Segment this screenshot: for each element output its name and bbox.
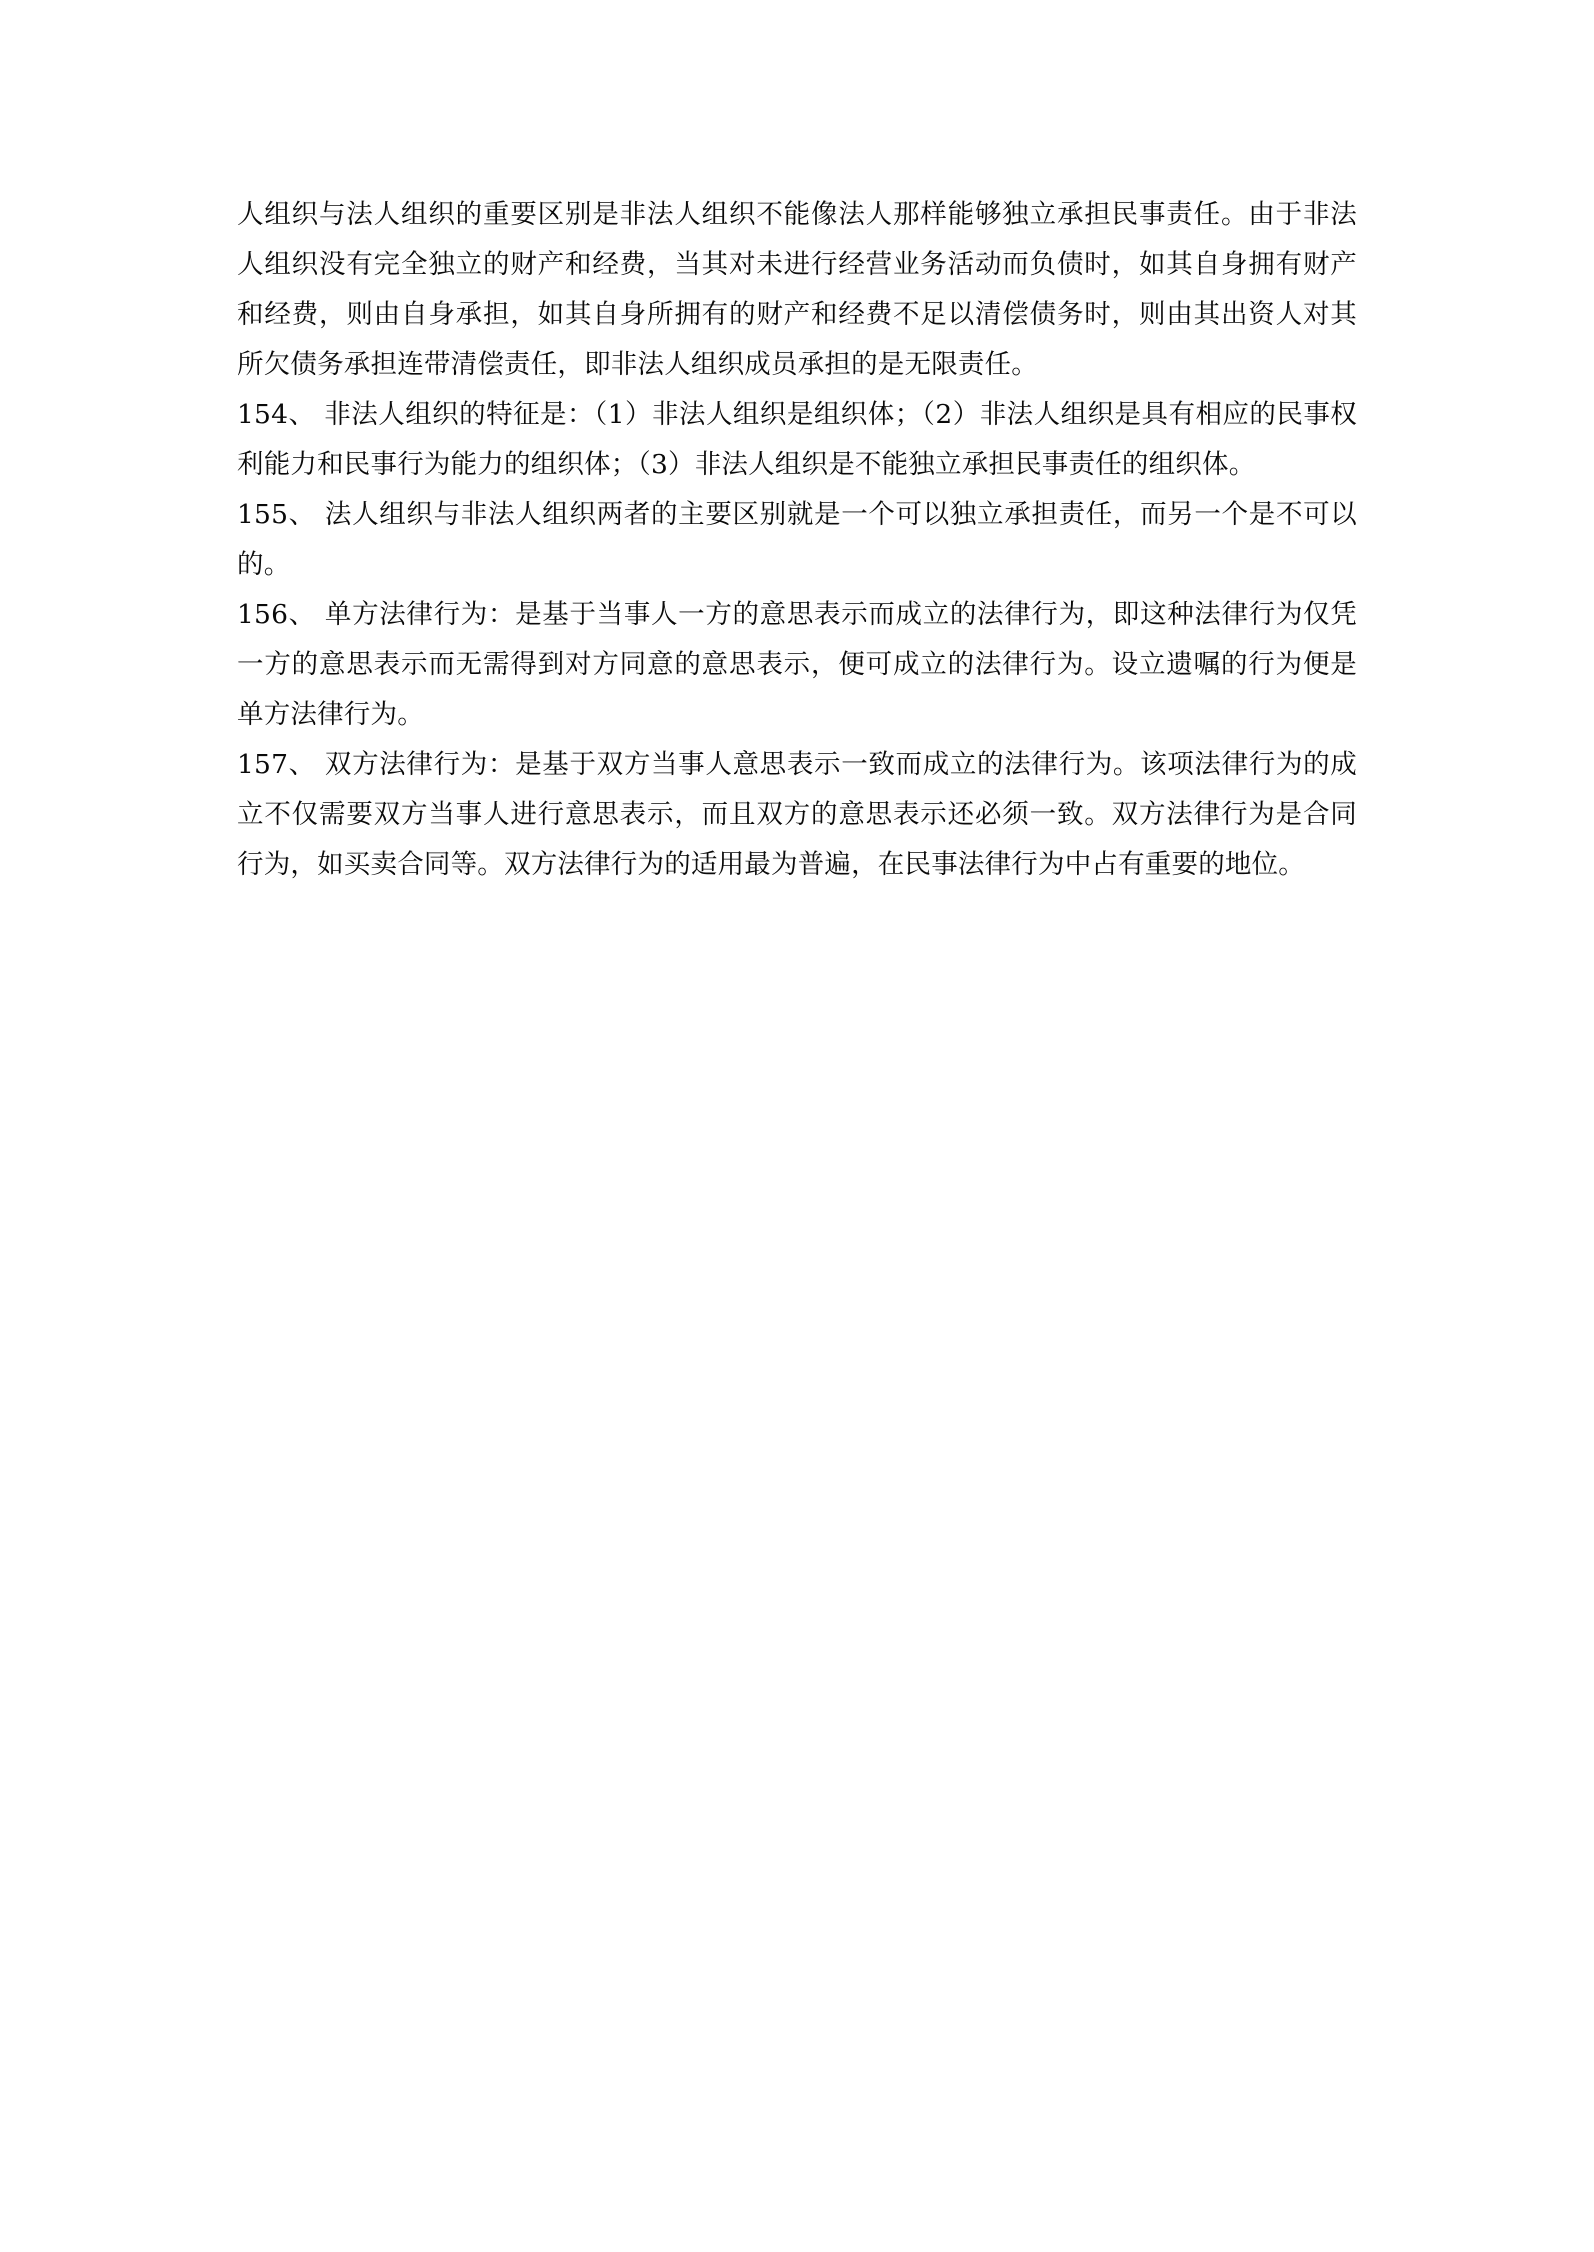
paragraph-item-154: 154、 非法人组织的特征是：（1）非法人组织是组织体；（2）非法人组织是具有相应的民事权利能力和民事行为能力的组织体；（3）非法人组织是不能独立承担民事责任的组织体。 [237, 399, 1357, 480]
document-body [237, 190, 1357, 890]
paragraph-item-155: 155、 法人组织与非法人组织两者的主要区别就是一个可以独立承担责任，而另一个是不可以的。 [237, 499, 1357, 580]
paragraph-continued: 人组织与法人组织的重要区别是非法人组织不能像法人那样能够独立承担民事责任。由于非法人组织没有完全独立的财产和经费，当其对未进行经营业务活动而负债时，如其自身拥有财产和经费，则由自身承担，如其自身所拥有的财产和经费不足以清偿债务时，则由其出资人对其所欠债务承担连带清偿责任，即非法人组织成员承担的是无限责任。 [237, 199, 1357, 380]
paragraph-item-156: 156、 单方法律行为：是基于当事人一方的意思表示而成立的法律行为，即这种法律行为仅凭一方的意思表示而无需得到对方同意的意思表示，便可成立的法律行为。设立遗嘱的行为便是单方法律行为。 [237, 599, 1357, 730]
paragraph-item-157: 157、 双方法律行为：是基于双方当事人意思表示一致而成立的法律行为。该项法律行为的成立不仅需要双方当事人进行意思表示，而且双方的意思表示还必须一致。双方法律行为是合同行为，如买卖合同等。双方法律行为的适用最为普遍，在民事法律行为中占有重要的地位。 [237, 749, 1357, 880]
